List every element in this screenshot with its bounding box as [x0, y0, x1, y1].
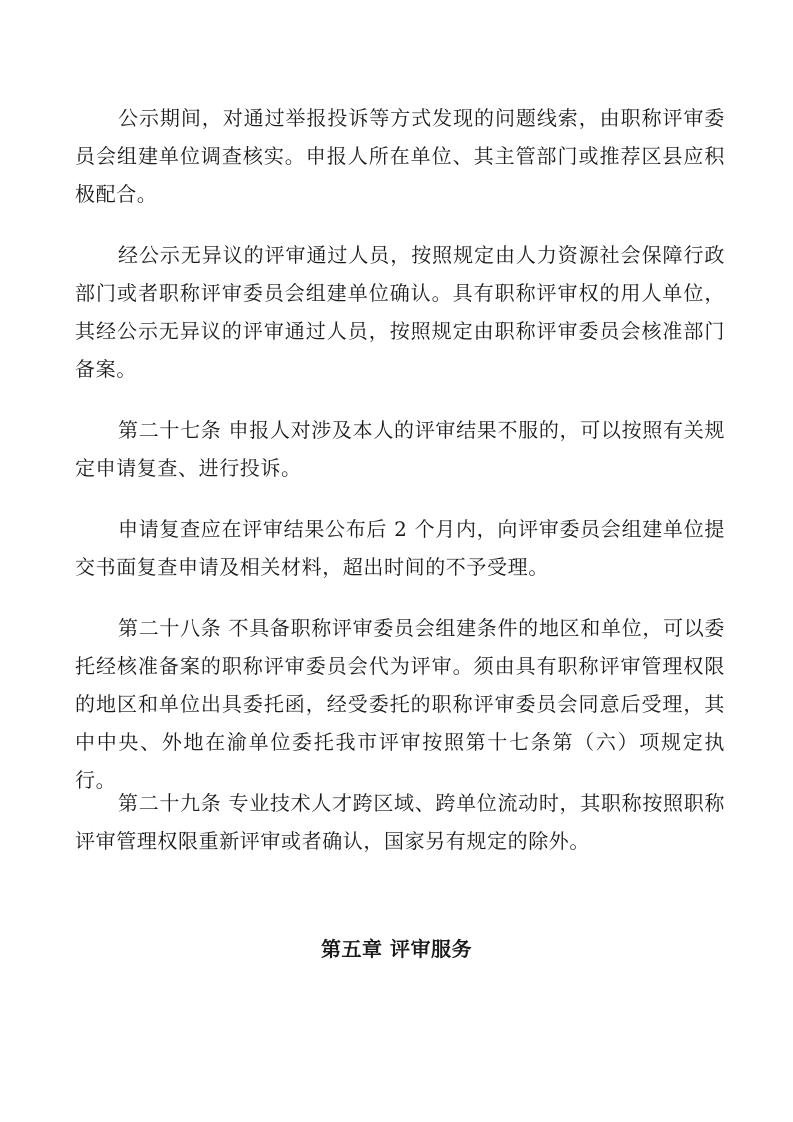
paragraph-review-application: 申请复查应在评审结果公布后 2 个月内，向评审委员会组建单位提交书面复查申请及相关材料，超出时间的不予受理。: [75, 517, 725, 579]
paragraph-article-28: 第二十八条 不具备职称评审委员会组建条件的地区和单位，可以委托经核准备案的职称评审委员会代为评审。须由具有职称评审管理权限的地区和单位出具委托函，经受委托的职称评审委员会同意后受理，其中中央、外地在渝单位委托我市评审按照第十七条第（六）项规定执行。: [75, 616, 725, 792]
chapter-heading: 第五章 评审服务: [321, 937, 472, 961]
paragraph-article-27: 第二十七条 申报人对涉及本人的评审结果不服的，可以按照有关规定申请复查、进行投诉。: [75, 418, 725, 480]
paragraph-publicity-verification: 公示期间，对通过举报投诉等方式发现的问题线索，由职称评审委员会组建单位调查核实。申报人所在单位、其主管部门或推荐区县应积极配合。: [75, 106, 725, 206]
paragraph-article-29: 第二十九条 专业技术人才跨区域、跨单位流动时，其职称按照职称评审管理权限重新评审或者确认，国家另有规定的除外。: [75, 791, 725, 853]
paragraph-confirmation-filing: 经公示无异议的评审通过人员，按照规定由人力资源社会保障行政部门或者职称评审委员会组建单位确认。具有职称评审权的用人单位，其经公示无异议的评审通过人员，按照规定由职称评审委员会核准部门备案。: [75, 243, 725, 381]
